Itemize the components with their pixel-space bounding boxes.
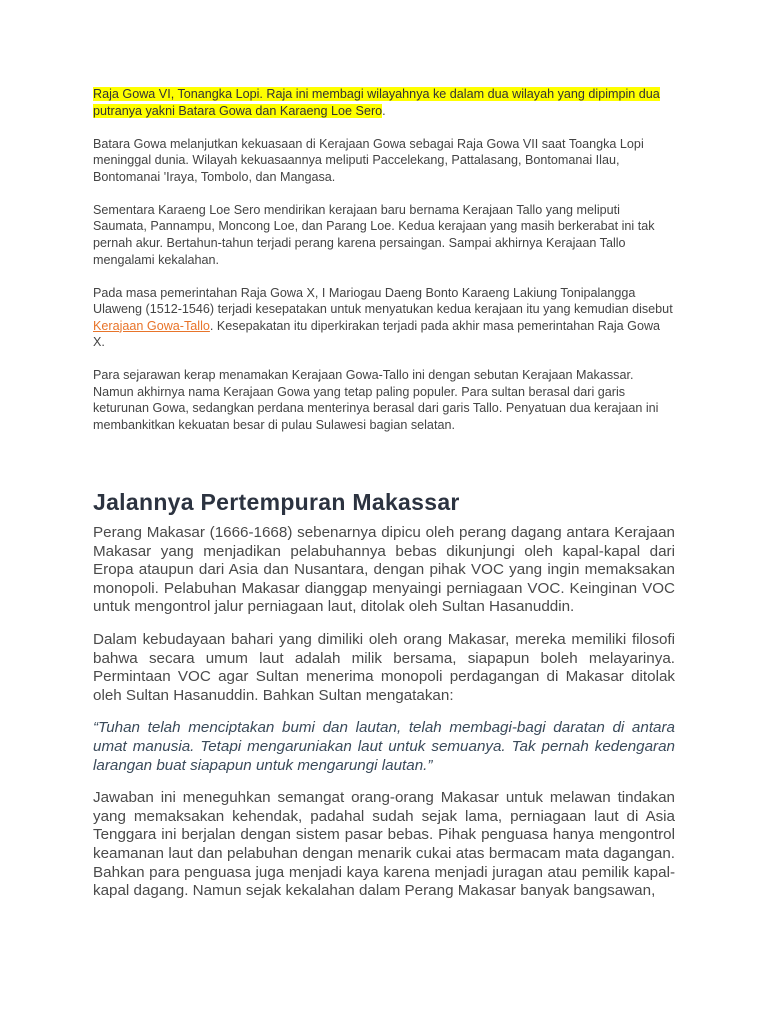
intro-paragraph-end: . xyxy=(382,103,386,118)
paragraph-raja-gowa-x-start: Pada masa pemerintahan Raja Gowa X, I Mariogau Daeng Bonto Karaeng Lakiung Tonipalangga Ulaweng (1512-1546) terjadi kesepatakan untuk menyatukan kedua kerajaan itu yang kemudian disebut xyxy=(93,285,673,317)
link-kerajaan-gowa-tallo[interactable]: Kerajaan Gowa-Tallo xyxy=(93,318,210,333)
paragraph-perang-makasar: Perang Makasar (1666-1668) sebenarnya dipicu oleh perang dagang antara Kerajaan Makasar yang menjadikan pelabuhannya bebas dikunjungi oleh kapal-kapal dari Eropa ataupun dari Asia dan Nusantara, dengan pihak VOC yang ingin memaksakan monopoli. Pelabuhan Makasar dianggap menyaingi perniagaan VOC. Keinginan VOC untuk mengontrol jalur perniagaan laut, ditolak oleh Sultan Hasanuddin. xyxy=(93,524,675,616)
main-section xyxy=(93,524,675,915)
intro-section xyxy=(93,86,673,450)
intro-paragraph xyxy=(93,86,673,119)
sultan-quote: “Tuhan telah menciptakan bumi dan lautan, telah membagi-bagi daratan di antara umat manusia. Tetapi mengaruniakan laut untuk semuanya. Tak pernah kedengaran larangan buat siapapun untuk mengarungi lautan.” xyxy=(93,719,675,774)
section-heading: Jalannya Pertempuran Makassar xyxy=(93,489,460,515)
paragraph-kerajaan-makassar: Para sejarawan kerap menamakan Kerajaan Gowa-Tallo ini dengan sebutan Kerajaan Makassar. Namun akhirnya nama Kerajaan Gowa yang tetap paling populer. Para sultan berasal dari garis keturunan Gowa, sedangkan perdana menterinya berasal dari garis Tallo. Penyatuan dua kerajaan ini membankitkan kekuatan besar di pulau Sulawesi bagian selatan. xyxy=(93,368,659,433)
highlighted-text: Raja Gowa VI, Tonangka Lopi. Raja ini membagi wilayahnya ke dalam dua wilayah yang dipimpin dua putranya yakni Batara Gowa dan Karaeng Loe Sero xyxy=(93,87,660,118)
paragraph-raja-gowa-x-end: . Kesepakatan itu diperkirakan terjadi pada akhir masa pemerintahan Raja Gowa X. xyxy=(93,318,661,350)
paragraph-kebudayaan-bahari: Dalam kebudayaan bahari yang dimiliki oleh orang Makasar, mereka memiliki filosofi bahwa secara umum laut adalah milik bersama, siapapun boleh melayarinya. Permintaan VOC agar Sultan menerima monopoli perdagangan di Makasar ditolak oleh Sultan Hasanuddin. Bahkan Sultan mengatakan: xyxy=(93,630,675,704)
paragraph-karaeng-loe-sero: Sementara Karaeng Loe Sero mendirikan kerajaan baru bernama Kerajaan Tallo yang meliputi Saumata, Pannampu, Moncong Loe, dan Parang Loe. Kedua kerajaan yang masih berkerabat ini tak pernah akur. Bertahun-tahun terjadi perang karena persaingan. Sampai akhirnya Kerajaan Tallo mengalami kekalahan. xyxy=(93,202,655,267)
paragraph-jawaban: Jawaban ini meneguhkan semangat orang-orang Makasar untuk melawan tindakan yang memaksakan kehendak, padahal sudah sejak lama, perniagaan laut di Asia Tenggara ini berjalan dengan sistem pasar bebas. Pihak penguasa hanya mengontrol keamanan laut dan pelabuhan dengan menarik cukai atas bermacam mata dagangan. Bahkan para penguasa juga menjadi kaya karena menjadi juragan atau pemilik kapal-kapal dagang. Namun sejak kekalahan dalam Perang Makasar banyak bangsawan, xyxy=(93,789,675,900)
paragraph-raja-gowa-x xyxy=(93,285,673,351)
paragraph-batara-gowa: Batara Gowa melanjutkan kekuasaan di Kerajaan Gowa sebagai Raja Gowa VII saat Toangka Lopi meninggal dunia. Wilayah kekuasaannya meliputi Paccelekang, Pattalasang, Bontomanai Ilau, Bontomanai 'Iraya, Tombolo, dan Mangasa. xyxy=(93,136,644,184)
